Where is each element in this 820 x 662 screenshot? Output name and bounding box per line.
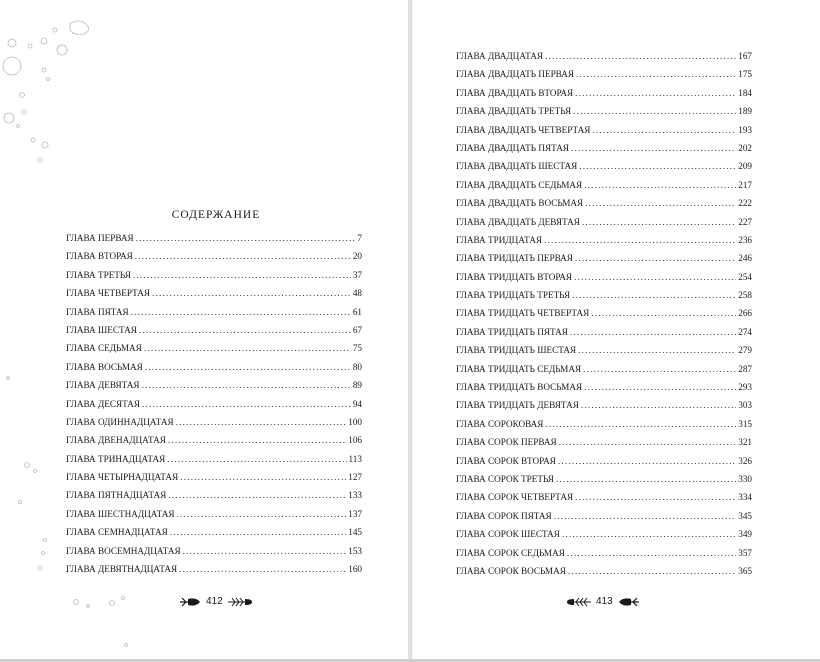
toc-leader-dots [583,364,736,374]
toc-entry-title: ГЛАВА ВОСЕМНАДЦАТАЯ [66,545,181,556]
toc-entry-title: ГЛАВА ЧЕТЫРНАДЦАТАЯ [66,472,179,483]
toc-entry [66,546,362,564]
toc-entry [456,125,752,143]
toc-entry [66,343,362,361]
toc-entry-page: 100 [348,416,362,427]
toc-entry-page: 365 [738,565,752,576]
toc-entry [66,362,362,380]
toc-entry-title: ГЛАВА ПЯТНАДЦАТАЯ [66,490,167,501]
toc-leader-dots [554,511,737,521]
toc-entry [456,529,752,547]
toc-entry [66,454,362,472]
toc-entry-title: ГЛАВА СОРОК ВТОРАЯ [456,455,556,466]
toc-entry-page: 246 [738,253,752,264]
toc-entry-page: 184 [738,87,752,98]
toc-entry-page: 133 [348,490,362,501]
toc-entry-page: 222 [738,198,752,209]
right-page [412,0,820,662]
toc-entry-page: 326 [738,455,752,466]
toc-entry-page: 127 [348,472,362,483]
toc-leader-dots [559,437,737,447]
toc-leader-dots [545,419,736,429]
toc-entry-page: 61 [352,306,362,317]
toc-entry-title: ГЛАВА ТРИДЦАТЬ ЧЕТВЕРТАЯ [456,308,590,319]
toc-entry-title: ГЛАВА ШЕСТАЯ [66,324,137,335]
toc-entry [456,345,752,363]
toc-entry-title: ГЛАВА СЕДЬМАЯ [66,343,142,354]
toc-leader-dots [573,106,736,116]
toc-entry [456,308,752,326]
toc-leader-dots [568,566,736,576]
toc-leader-dots [582,217,736,227]
toc-entry-page: 274 [738,326,752,337]
fish-bone-icon [566,597,592,607]
toc-leader-dots [581,400,736,410]
toc-leader-dots [136,233,356,243]
toc-entry [456,253,752,271]
toc-entry [456,180,752,198]
toc-entry [456,474,752,492]
toc-leader-dots [139,325,351,335]
toc-entry [456,272,752,290]
toc-entry [66,435,362,453]
toc-leader-dots [170,527,346,537]
toc-entry-page: 209 [738,161,752,172]
toc-entry-page: 345 [738,510,752,521]
toc-leader-dots [575,253,736,263]
toc-entry-title: ГЛАВА ШЕСТНАДЦАТАЯ [66,508,175,519]
toc-entry-page: 293 [738,382,752,393]
toc-entry-page: 189 [738,106,752,117]
toc-entry-title: ГЛАВА СОРОК ПЯТАЯ [456,510,552,521]
toc-entry [66,472,362,490]
toc-entry-title: ГЛАВА СОРОК ВОСЬМАЯ [456,565,566,576]
toc-entry-page: 287 [738,363,752,374]
fish-arrow-icon [617,597,641,607]
toc-entry-title: ГЛАВА ДВАДЦАТЬ ЧЕТВЕРТАЯ [456,124,591,135]
toc-entry-page: 266 [738,308,752,319]
toc-entry [456,235,752,253]
toc-entry [66,270,362,288]
toc-entry [456,566,752,584]
toc-entry-title: ГЛАВА СОРОК ШЕСТАЯ [456,529,560,540]
toc-entry-title: ГЛАВА ТРИДЦАТЬ ВОСЬМАЯ [456,382,583,393]
toc-entry-title: ГЛАВА ДВАДЦАТЬ СЕДЬМАЯ [456,179,583,190]
toc-entry-title: ГЛАВА ДЕВЯТАЯ [66,380,140,391]
toc-leader-dots [556,474,736,484]
toc-entry-page: 357 [738,547,752,558]
toc-entry [456,290,752,308]
toc-entry-title: ГЛАВА ДВАДЦАТЬ ПЯТАЯ [456,142,570,153]
toc-entry [456,400,752,418]
toc-entry-title: ГЛАВА ПЕРВАЯ [66,233,134,243]
toc-entry-page: 94 [352,398,362,409]
toc-leader-dots [167,454,346,464]
toc-leader-dots [571,143,736,153]
toc-entry-page: 80 [352,361,362,372]
toc-leader-dots [168,490,346,500]
toc-entry [456,548,752,566]
toc-entry-title: ГЛАВА ДВАДЦАТЬ ШЕСТАЯ [456,161,578,172]
page-number-right: 413 [596,596,613,607]
toc-leader-dots [179,564,346,574]
toc-entry-title: ГЛАВА СЕМНАДЦАТАЯ [66,527,168,538]
toc-entry-page: 303 [738,400,752,411]
toc-entry-title: ГЛАВА ТРИДЦАТЬ ШЕСТАЯ [456,345,577,356]
toc-entry-page: 315 [738,418,752,429]
toc-leader-dots [592,125,736,135]
toc-entry-page: 153 [348,545,362,556]
toc-entry [66,490,362,508]
toc-entry-title: ГЛАВА ДЕСЯТАЯ [66,398,141,409]
toc-entry-title: ГЛАВА СОРОК ЧЕТВЕРТАЯ [456,492,574,503]
toc-entry-page: 236 [738,234,752,245]
toc-entry [456,364,752,382]
toc-entry [66,380,362,398]
toc-entry-page: 89 [352,380,362,391]
toc-entry-page: 48 [352,288,362,299]
toc-leader-dots [131,307,351,317]
toc-entry [66,399,362,417]
toc-entry-page: 7 [357,233,362,243]
toc-leader-dots [575,88,736,98]
toc-entry-title: ГЛАВА ВТОРАЯ [66,251,133,262]
toc-entry-title: ГЛАВА ТРЕТЬЯ [66,269,131,280]
toc-entry-title: ГЛАВА СОРОК ПЕРВАЯ [456,437,557,448]
toc-entry-page: 106 [348,435,362,446]
toc-entry-page: 113 [348,453,362,464]
toc-entry [456,382,752,400]
toc-entry [66,233,362,251]
toc-leader-dots [168,435,346,445]
toc-entry-page: 145 [348,527,362,538]
toc-leader-dots [585,198,736,208]
toc-leader-dots [575,492,736,502]
toc-leader-dots [570,327,736,337]
toc-entry-page: 193 [738,124,752,135]
toc-entry-title: ГЛАВА СОРОКОВАЯ [456,418,544,429]
toc-entry [66,509,362,527]
toc-entry-title: ГЛАВА ТРИНАДЦАТАЯ [66,453,166,464]
toc-leader-dots [576,69,736,79]
toc-leader-dots [572,290,736,300]
toc-entry-title: ГЛАВА ТРИДЦАТЬ ТРЕТЬЯ [456,290,571,301]
toc-leader-dots [584,382,736,392]
toc-leader-dots [142,380,351,390]
toc-entry-page: 67 [352,324,362,335]
page-number-left: 412 [206,596,223,607]
toc-leader-dots [144,343,351,353]
toc-entry-page: 279 [738,345,752,356]
toc-entry-title: ГЛАВА ДВАДЦАТЬ ВТОРАЯ [456,87,574,98]
toc-leader-dots [145,362,351,372]
toc-entry [456,327,752,345]
toc-leader-dots [579,161,736,171]
toc-entry-title: ГЛАВА ДВАДЦАТЬ ПЕРВАЯ [456,69,574,80]
toc-entry-title: ГЛАВА ДЕВЯТНАДЦАТАЯ [66,564,178,575]
toc-leader-dots [183,546,347,556]
toc-entry-page: 167 [738,51,752,61]
toc-entry-title: ГЛАВА ДВАДЦАТАЯ [456,51,544,61]
folio-right [566,596,641,607]
toc-list-right [456,51,752,584]
toc-entry-page: 258 [738,290,752,301]
toc-entry-page: 330 [738,473,752,484]
toc-entry-page: 334 [738,492,752,503]
toc-leader-dots [142,399,351,409]
toc-entry [456,88,752,106]
toc-leader-dots [591,308,736,318]
toc-leader-dots [544,235,736,245]
toc-entry [456,69,752,87]
toc-leader-dots [562,529,736,539]
fish-bone-icon [227,597,253,607]
toc-leader-dots [578,345,736,355]
toc-list-left [66,233,362,582]
toc-entry-title: ГЛАВА ОДИННАДЦАТАЯ [66,416,174,427]
toc-entry [456,106,752,124]
toc-entry [456,217,752,235]
toc-entry [66,417,362,435]
folio-left [178,596,253,607]
toc-leader-dots [180,472,346,482]
toc-entry-title: ГЛАВА ДВАДЦАТЬ ДЕВЯТАЯ [456,216,580,227]
toc-leader-dots [567,548,736,558]
toc-entry [456,456,752,474]
toc-entry-title: ГЛАВА ТРИДЦАТАЯ [456,234,542,245]
toc-entry-page: 321 [738,437,752,448]
toc-entry-title: ГЛАВА ТРИДЦАТЬ ДЕВЯТАЯ [456,400,579,411]
toc-leader-dots [176,417,347,427]
toc-entry-page: 175 [738,69,752,80]
toc-entry-page: 202 [738,142,752,153]
toc-entry [456,51,752,69]
toc-entry [66,288,362,306]
toc-entry [456,511,752,529]
toc-entry-page: 75 [352,343,362,354]
toc-leader-dots [545,51,736,61]
toc-entry-page: 137 [348,508,362,519]
toc-entry-title: ГЛАВА ЧЕТВЕРТАЯ [66,288,151,299]
toc-entry [456,198,752,216]
toc-entry [66,325,362,343]
toc-entry [456,161,752,179]
toc-entry [456,419,752,437]
toc-entry-page: 37 [352,269,362,280]
toc-leader-dots [584,180,736,190]
toc-entry [66,251,362,269]
toc-entry-title: ГЛАВА СОРОК СЕДЬМАЯ [456,547,565,558]
toc-entry [456,492,752,510]
toc-entry-title: ГЛАВА СОРОК ТРЕТЬЯ [456,473,554,484]
fish-arrow-icon [178,597,202,607]
toc-title: СОДЕРЖАНИЕ [171,209,261,221]
toc-entry-page: 160 [348,564,362,575]
toc-entry-title: ГЛАВА ДВАДЦАТЬ ВОСЬМАЯ [456,198,584,209]
toc-leader-dots [177,509,347,519]
toc-entry-title: ГЛАВА ТРИДЦАТЬ СЕДЬМАЯ [456,363,582,374]
toc-entry-page: 254 [738,271,752,282]
toc-entry-page: 20 [352,251,362,262]
toc-entry [456,437,752,455]
toc-entry-title: ГЛАВА ДВЕНАДЦАТАЯ [66,435,166,446]
toc-entry-title: ГЛАВА ТРИДЦАТЬ ВТОРАЯ [456,271,573,282]
toc-leader-dots [558,456,736,466]
toc-entry-title: ГЛАВА ДВАДЦАТЬ ТРЕТЬЯ [456,106,572,117]
toc-entry-title: ГЛАВА ВОСЬМАЯ [66,361,143,372]
toc-leader-dots [152,288,351,298]
toc-entry [456,143,752,161]
toc-entry-title: ГЛАВА ТРИДЦАТЬ ПЕРВАЯ [456,253,573,264]
toc-entry [66,307,362,325]
toc-leader-dots [133,270,351,280]
toc-leader-dots [574,272,736,282]
toc-entry-page: 227 [738,216,752,227]
toc-entry-page: 217 [738,179,752,190]
toc-leader-dots [135,251,351,261]
left-page [0,0,408,662]
toc-entry [66,564,362,582]
toc-entry-page: 349 [738,529,752,540]
toc-entry-title: ГЛАВА ПЯТАЯ [66,306,129,317]
toc-entry-title: ГЛАВА ТРИДЦАТЬ ПЯТАЯ [456,326,568,337]
toc-entry [66,527,362,545]
